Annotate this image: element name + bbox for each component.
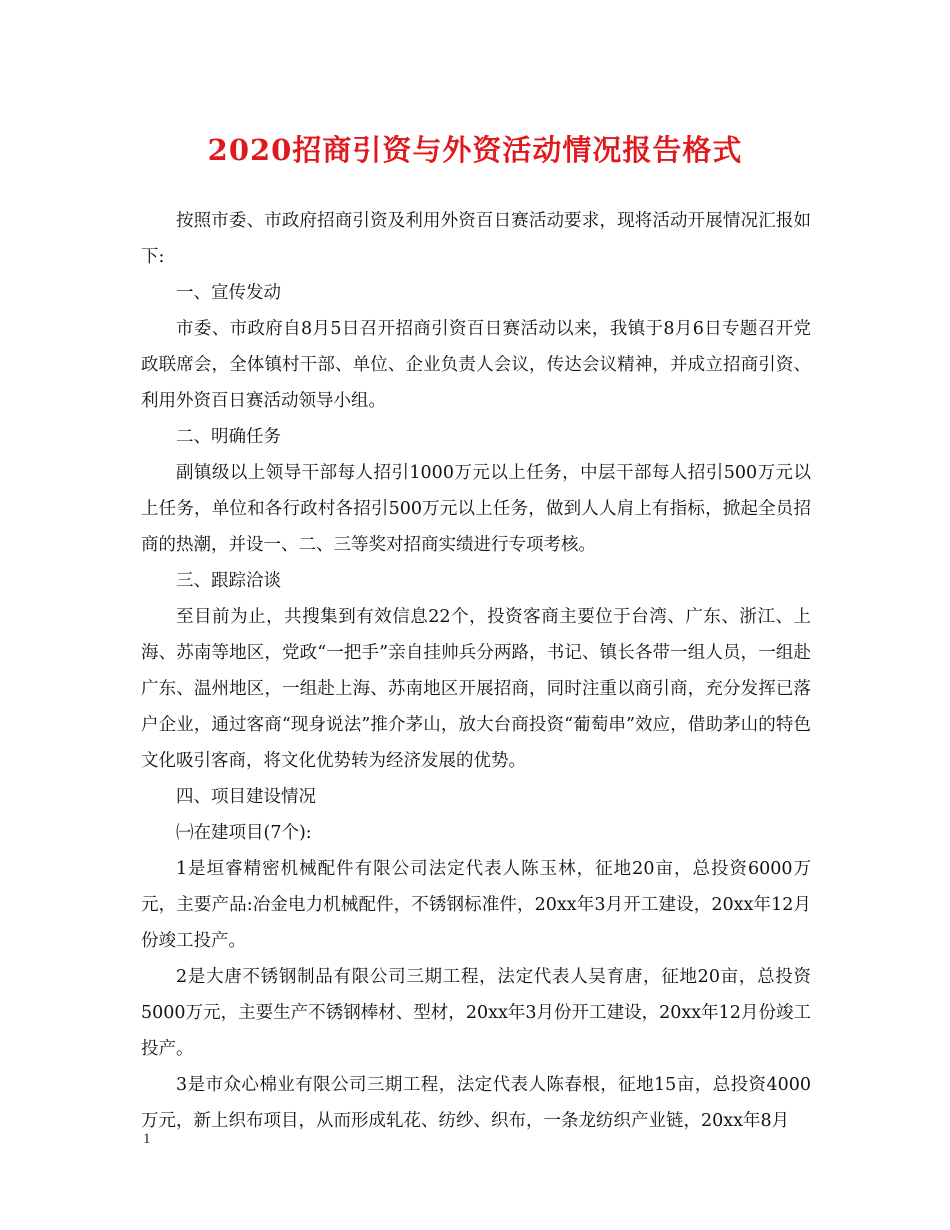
section-heading-publicity: 一、宣传发动 bbox=[176, 283, 281, 303]
document-body bbox=[141, 203, 811, 1139]
section-heading-projects: 四、项目建设情况 bbox=[176, 787, 316, 807]
negotiation-paragraph: 至目前为止，共搜集到有效信息22个，投资客商主要位于台湾、广东、浙江、上海、苏南等地区，党政“一把手”亲自挂帅兵分两路，书记、镇长各带一组人员，一组赴广东、温州地区，一组赴上海、苏南地区开展招商，同时注重以商引商，充分发挥已落户企业，通过客商“现身说法”推介茅山，放大台商投资“葡萄串”效应，借助茅山的特色文化吸引客商，将文化优势转为经济发展的优势。 bbox=[141, 607, 811, 771]
intro-paragraph: 按照市委、市政府招商引资及利用外资百日赛活动要求，现将活动开展情况汇报如下: bbox=[141, 211, 811, 267]
project-item-3: 3是市众心棉业有限公司三期工程，法定代表人陈春根，征地15亩，总投资4000万元，新上织布项目，从而形成轧花、纺纱、织布，一条龙纺织产业链，20xx年8月 bbox=[141, 1075, 811, 1131]
subsection-heading-projects: ㈠在建项目(7个): bbox=[176, 823, 312, 843]
section-heading-negotiation: 三、跟踪洽谈 bbox=[176, 571, 281, 591]
publicity-paragraph: 市委、市政府自8月5日召开招商引资百日赛活动以来，我镇于8月6日专题召开党政联席会，全体镇村干部、单位、企业负责人会议，传达会议精神，并成立招商引资、利用外资百日赛活动领导小组。 bbox=[141, 319, 811, 411]
section-heading-tasks: 二、明确任务 bbox=[176, 427, 281, 447]
project-item-2: 2是大唐不锈钢制品有限公司三期工程，法定代表人吴育唐，征地20亩，总投资5000万元，主要生产不锈钢棒材、型材，20xx年3月份开工建设，20xx年12月份竣工投产。 bbox=[141, 967, 811, 1059]
tasks-paragraph: 副镇级以上领导干部每人招引1000万元以上任务，中层干部每人招引500万元以上任务，单位和各行政村各招引500万元以上任务，做到人人肩上有指标，掀起全员招商的热潮，并设一、二、三等奖对招商实绩进行专项考核。 bbox=[141, 463, 811, 555]
project-item-1: 1是垣睿精密机械配件有限公司法定代表人陈玉林，征地20亩，总投资6000万元，主要产品:冶金电力机械配件，不锈钢标准件，20xx年3月开工建设，20xx年12月份竣工投产。 bbox=[141, 859, 811, 951]
page-number: 1 bbox=[143, 1131, 151, 1147]
document-title: 2020招商引资与外资活动情况报告格式 bbox=[207, 133, 743, 167]
